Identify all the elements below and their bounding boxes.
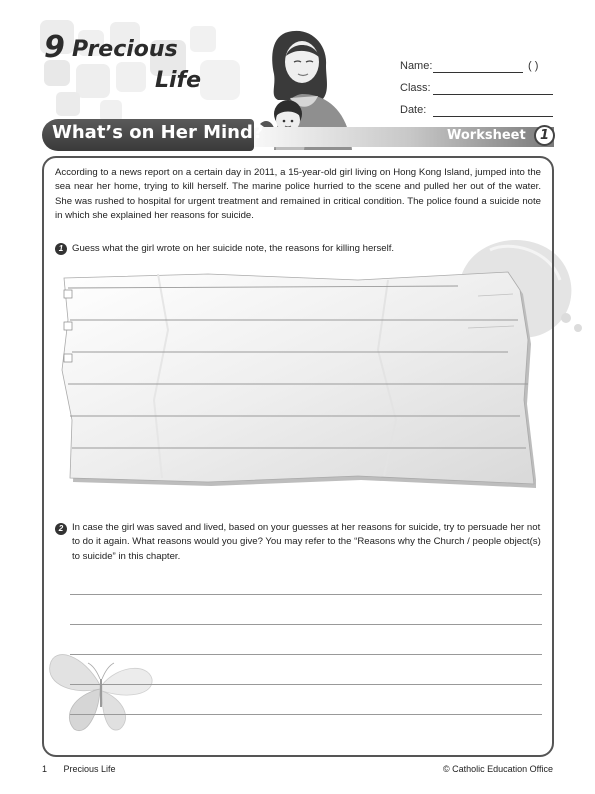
question-2-answer-lines[interactable] [70, 594, 542, 744]
name-label: Name: [400, 60, 433, 72]
question-1-number: 1 [55, 243, 67, 255]
question-1-text: Guess what the girl wrote on her suicide note, the reasons for killing herself. [72, 243, 395, 254]
worksheet-label: Worksheet [447, 128, 526, 143]
footer-left [42, 764, 116, 774]
question-2-number: 2 [55, 523, 67, 535]
question-2-text: In case the girl was saved and lived, based on your guesses at her reasons for suicide, try to persuade her not to do it again. What reasons would you give? You may refer to the “Reasons why the Church / people object(s) to suicide” in this chapter. [72, 522, 541, 562]
page-number: 1 [42, 764, 48, 774]
chapter-number: 9 [44, 30, 65, 65]
worksheet-title-banner [42, 119, 554, 151]
class-number-paren: ( ) [528, 60, 539, 72]
answer-line[interactable] [70, 714, 542, 715]
answer-line[interactable] [70, 654, 542, 655]
answer-line[interactable] [70, 624, 542, 625]
date-field-line[interactable] [433, 116, 553, 117]
name-field-row[interactable] [400, 58, 560, 80]
answer-line[interactable] [70, 594, 542, 595]
worksheet-title: What’s on Her Mind? [52, 122, 264, 143]
answer-line[interactable] [70, 684, 542, 685]
chapter-title-line-1: Precious [72, 37, 178, 62]
chapter-title-line-2: Life [155, 68, 202, 93]
class-label: Class: [400, 82, 431, 94]
title-pill [42, 119, 264, 151]
intro-paragraph: According to a news report on a certain day in 2011, a 15-year-old girl living on Hong Kong Island, jumped into the sea near her home, trying to kill herself. The marine police hurried to the scene and pulled her out of the water. She was rushed to hospital for urgent treatment and remained in critical condition. The police found a suicide note in which she explained her reasons for suicide. [55, 167, 541, 222]
name-field-line[interactable] [433, 72, 523, 73]
class-field-line[interactable] [433, 94, 553, 95]
student-info-fields [400, 58, 560, 124]
footer-copyright: © Catholic Education Office [442, 764, 553, 774]
class-field-row[interactable] [400, 80, 560, 102]
date-label: Date: [400, 104, 427, 116]
worksheet-number: 1 [534, 125, 555, 146]
footer-chapter-name: Precious Life [63, 764, 116, 774]
torn-paper-note[interactable] [58, 270, 536, 488]
